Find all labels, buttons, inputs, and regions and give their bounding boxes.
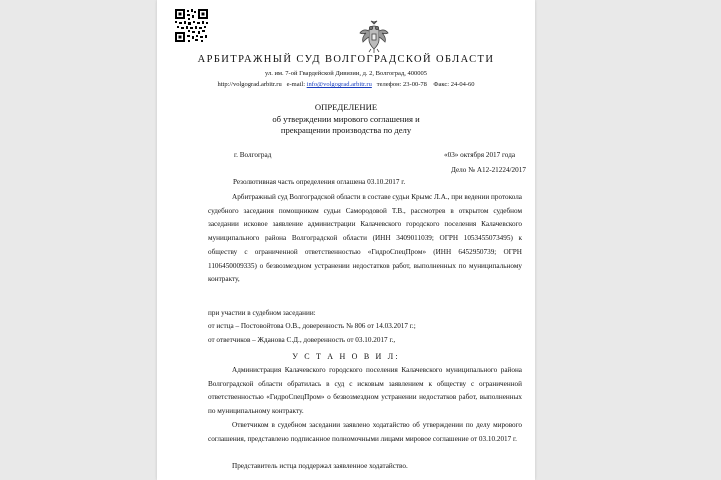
document-date: «03» октября 2017 года [444, 151, 516, 159]
case-number: Дело № А12-21224/2017 [451, 166, 526, 174]
coat-of-arms-icon [359, 20, 389, 53]
participants-heading: при участии в судебном заседании: [208, 309, 316, 317]
document-title [157, 102, 535, 137]
court-address: ул. им. 7-ой Гвардейской Дивизии, д. 2, Волгоград, 400005 [265, 70, 427, 77]
fax-number: Факс: 24-04-60 [433, 81, 475, 88]
ustanovil-heading: У С Т А Н О В И Л: [292, 352, 400, 361]
document-page [157, 0, 535, 480]
title-line-1: ОПРЕДЕЛЕНИЕ [314, 102, 378, 112]
phone-number: телефон: 23-00-78 [376, 81, 427, 88]
title-line-2: об утверждении мирового соглашения и [272, 113, 420, 124]
document-place: г. Волгоград [234, 151, 272, 159]
qr-code-icon [175, 9, 208, 42]
paragraph-settlement-motion: Ответчиком в судебном заседании заявлено ходатайство об утверждении по делу мирового соглашения, представлено подписанное полномочными лицами мировое соглашение от 03.10.2017 г. [208, 421, 522, 443]
title-line-3: прекращении производства по делу [280, 125, 412, 135]
email-link[interactable]: info@volgograd.arbitr.ru [306, 81, 372, 88]
contact-line [157, 81, 535, 88]
participant-defendant: от ответчиков – Жданова С.Д., доверенность от 03.10.2017 г., [208, 336, 396, 344]
paragraph-claim: Администрация Калачевского городского поселения Калачевского муниципального района Волгоградской области обратилась в суд с исковым заявлением к обществу с ограниченной ответственностью «ГидроСпецПром» о безвозмездном устранении недостатков работ, выполненных по муниципальному контракту. [208, 366, 522, 416]
paragraph-plaintiff-support: Представитель истца поддержал заявленное ходатайство. [232, 462, 408, 470]
participant-plaintiff: от истца – Постовойтова О.В., доверенность № 806 от 14.03.2017 г.; [208, 322, 416, 330]
website-link[interactable]: http://volgograd.arbitr.ru [217, 81, 282, 88]
court-name: АРБИТРАЖНЫЙ СУД ВОЛГОГРАДСКОЙ ОБЛАСТИ [197, 54, 495, 65]
email-label: e-mail: [286, 81, 306, 88]
resolution-note: Резолютивная часть определения оглашена 03.10.2017 г. [233, 178, 406, 186]
intro-paragraph: Арбитражный суд Волгоградской области в составе судьи Крымс Л.А., при ведении протокола судебного заседания помощником судьи Самородовой Т.В., рассмотрев в открытом судебном заседании исковое заявление администрации Калачевского городского поселения Калачевского муниципального района Волгоградской области (ИНН 3409011039; ОГРН 1053455073495) к обществу с ограниченной ответственностью «ГидроСпецПром» (ИНН 6452950739; ОГРН 1106450009335) о безвозмездном устранении недостатков работ, выполненных по муниципальному контракту, [208, 193, 522, 284]
